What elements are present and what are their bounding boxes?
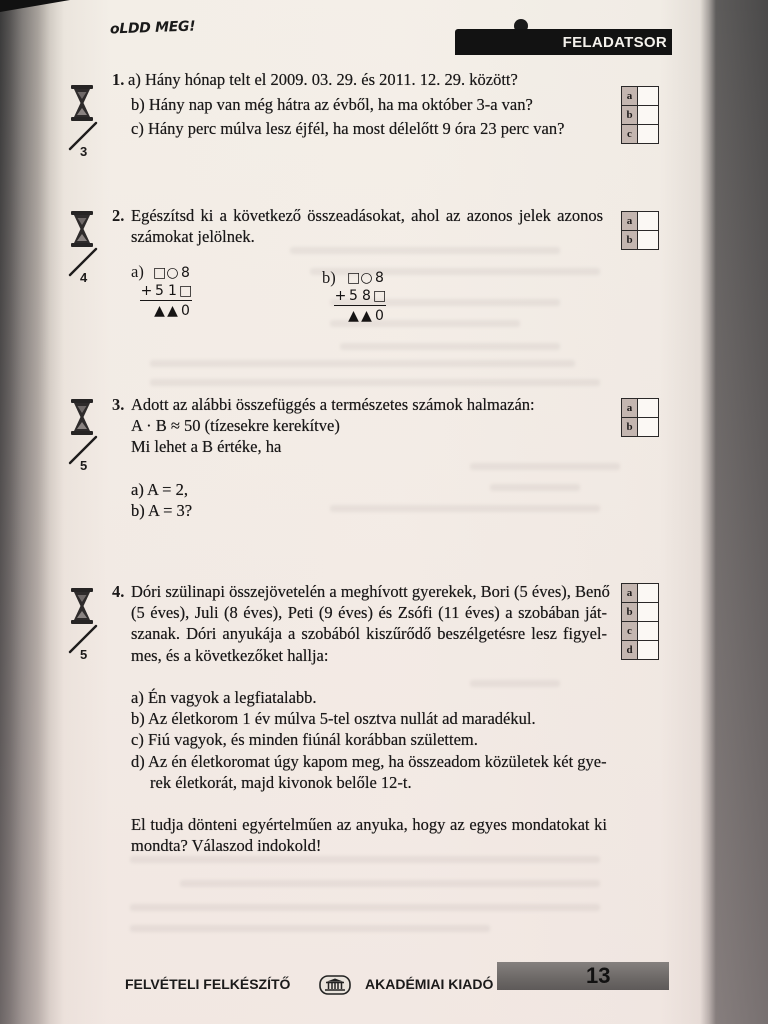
- score-row: [622, 399, 658, 417]
- time-marker: [67, 399, 103, 479]
- question-line: Egészítsd ki a következő összeadásokat, ahol az azonos jelek azonos: [131, 206, 603, 225]
- problem-number: 3.: [112, 395, 125, 414]
- spacer: [131, 793, 607, 814]
- digit-cell: +: [140, 283, 153, 299]
- binding-shadow: [0, 0, 70, 12]
- score-row: [622, 417, 658, 436]
- score-letter: b: [622, 418, 638, 436]
- digit-cell: 8: [181, 265, 190, 281]
- addend-row: [334, 287, 386, 305]
- sum-rule: [140, 300, 192, 301]
- bleed-through-line: [150, 360, 575, 367]
- digit-cell: ○: [360, 270, 373, 286]
- bleed-through-line: [340, 343, 560, 350]
- score-letter: b: [622, 603, 638, 621]
- score-letter: a: [622, 584, 638, 602]
- score-box: [621, 398, 659, 437]
- score-letter: a: [622, 87, 638, 105]
- problem-text: [131, 205, 603, 247]
- question-line: b) Hány nap van még hátra az évből, ha ma október 3-a van?: [131, 94, 533, 114]
- score-cell: [638, 641, 658, 659]
- footer-publisher: AKADÉMIAI KIADÓ: [365, 976, 494, 992]
- digit-cell: 8: [375, 270, 384, 286]
- bleed-through-line: [130, 856, 600, 863]
- case-line: a) A = 2,: [131, 479, 188, 499]
- page-number-box: [497, 962, 669, 990]
- question-line: El tudja dönteni egyértelműen az anyuka, hogy az egyes mondatokat ki: [131, 815, 607, 835]
- question-line: mondta? Válaszod indokold!: [131, 836, 322, 856]
- score-cell: [638, 603, 658, 621]
- score-box: [621, 211, 659, 250]
- column-addition: [140, 264, 192, 320]
- problem-text: [131, 581, 610, 856]
- digit-cell: +: [334, 288, 347, 304]
- bleed-through-line: [150, 379, 600, 386]
- digit-cell: ▲: [167, 303, 178, 319]
- result-row: [140, 302, 192, 320]
- problem-text: [131, 394, 535, 521]
- digit-cell: ▲: [361, 308, 372, 324]
- digit-cell: [140, 264, 153, 282]
- digit-cell: ▲: [348, 308, 359, 324]
- digit-cell: □: [373, 288, 387, 304]
- bleed-through-line: [130, 904, 600, 911]
- bleed-through-line: [130, 925, 490, 932]
- section-header-bar: [455, 29, 672, 55]
- score-letter: c: [622, 622, 638, 640]
- points-value: 5: [80, 647, 88, 662]
- score-letter: c: [622, 125, 638, 143]
- score-box: [621, 583, 659, 660]
- problem-number: 4.: [112, 582, 125, 601]
- score-cell: [638, 87, 658, 105]
- digit-cell: ○: [166, 265, 179, 281]
- intro-line: szanak. Dóri anyukája a szobából kiszűrődő beszélgetésre lesz figyel-: [131, 624, 607, 644]
- statement-line: c) Fiú vagyok, és minden fiúnál korábban születtem.: [131, 730, 478, 750]
- series-brand: oLDD MEG!: [109, 18, 196, 38]
- sum-label: b): [322, 268, 336, 287]
- statement-line: b) Az életkorom 1 év múlva 5-tel osztva nullát ad maradékul.: [131, 709, 536, 729]
- score-letter: a: [622, 399, 638, 417]
- score-cell: [638, 622, 658, 640]
- score-cell: [638, 584, 658, 602]
- intro-line: (5 éves), Juli (8 éves), Peti (9 éves) és Zsófi (11 éves) a szobában ját-: [131, 603, 607, 623]
- score-row: [622, 87, 658, 105]
- score-cell: [638, 399, 658, 417]
- relation-line: A · B ≈ 50 (tízesekre kerekítve): [131, 416, 340, 436]
- digit-cell: 0: [181, 303, 190, 319]
- digit-cell: [334, 307, 347, 325]
- score-row: [622, 124, 658, 143]
- column-addition: [334, 269, 386, 325]
- bleed-through-line: [290, 247, 560, 254]
- score-letter: a: [622, 212, 638, 230]
- addend-row: [140, 264, 192, 282]
- time-marker: [67, 211, 103, 291]
- question-line: számokat jelölnek.: [131, 227, 255, 246]
- spacer: [131, 458, 535, 479]
- hourglass-icon: [71, 588, 93, 624]
- addend-row: [334, 269, 386, 287]
- time-marker: [67, 588, 103, 668]
- problem-text: [128, 68, 565, 142]
- section-title: FELADATSOR: [562, 34, 667, 51]
- points-value: 5: [80, 458, 88, 473]
- score-cell: [638, 231, 658, 249]
- digit-cell: ▲: [154, 303, 165, 319]
- question-line: a) Hány hónap telt el 2009. 03. 29. és 2011. 12. 29. között?: [128, 70, 518, 89]
- score-row: [622, 584, 658, 602]
- digit-cell: □: [179, 283, 193, 299]
- digit-cell: [140, 302, 153, 320]
- score-cell: [638, 125, 658, 143]
- problem-number: 2.: [112, 206, 125, 225]
- score-cell: [638, 418, 658, 436]
- statement-line: d) Az én életkoromat úgy kapom meg, ha összeadom közületek két gye-: [131, 751, 607, 771]
- score-cell: [638, 106, 658, 124]
- score-row: [622, 640, 658, 659]
- question-line: Mi lehet a B értéke, ha: [131, 437, 282, 457]
- page-number: 13: [586, 963, 611, 988]
- score-cell: [638, 212, 658, 230]
- digit-cell: [334, 269, 347, 287]
- score-box: [621, 86, 659, 144]
- footer-series: FELVÉTELI FELKÉSZÍTŐ: [125, 976, 291, 992]
- hourglass-icon: [71, 85, 93, 121]
- digit-cell: 0: [375, 308, 384, 324]
- problem-number: 1.: [112, 70, 125, 89]
- digit-cell: 1: [168, 283, 177, 299]
- score-row: [622, 621, 658, 640]
- bleed-through-line: [180, 880, 600, 887]
- result-row: [334, 307, 386, 325]
- addend-row: [140, 282, 192, 300]
- score-row: [622, 230, 658, 249]
- statement-line: a) Én vagyok a legfiatalabb.: [131, 687, 317, 707]
- score-letter: d: [622, 641, 638, 659]
- points-value: 4: [80, 270, 88, 285]
- hourglass-icon: [71, 211, 93, 247]
- sum-rule: [334, 305, 386, 306]
- time-marker: [67, 85, 103, 165]
- score-row: [622, 212, 658, 230]
- hourglass-icon: [71, 399, 93, 435]
- case-line: b) A = 3?: [131, 500, 193, 520]
- intro-line: Dóri szülinapi összejövetelén a meghívott gyerekek, Bori (5 éves), Benő: [131, 582, 610, 601]
- statement-line: rek életkorát, majd kivonok belőle 12-t.: [150, 772, 412, 792]
- question-line: Adott az alábbi összefüggés a természetes számok halmazán:: [131, 395, 535, 414]
- digit-cell: 5: [155, 283, 164, 299]
- points-value: 3: [80, 144, 88, 159]
- question-line: c) Hány perc múlva lesz éjfél, ha most délelőtt 9 óra 23 perc van?: [131, 119, 565, 138]
- publisher-logo-icon: [319, 975, 351, 995]
- sum-label: a): [131, 262, 144, 281]
- intro-line: mes, és a következőket hallja:: [131, 645, 329, 665]
- score-row: [622, 105, 658, 124]
- digit-cell: 5: [349, 288, 358, 304]
- score-row: [622, 602, 658, 621]
- digit-cell: □: [347, 270, 361, 286]
- score-letter: b: [622, 231, 638, 249]
- score-letter: b: [622, 106, 638, 124]
- spacer: [131, 666, 607, 687]
- digit-cell: 8: [362, 288, 371, 304]
- digit-cell: □: [153, 265, 167, 281]
